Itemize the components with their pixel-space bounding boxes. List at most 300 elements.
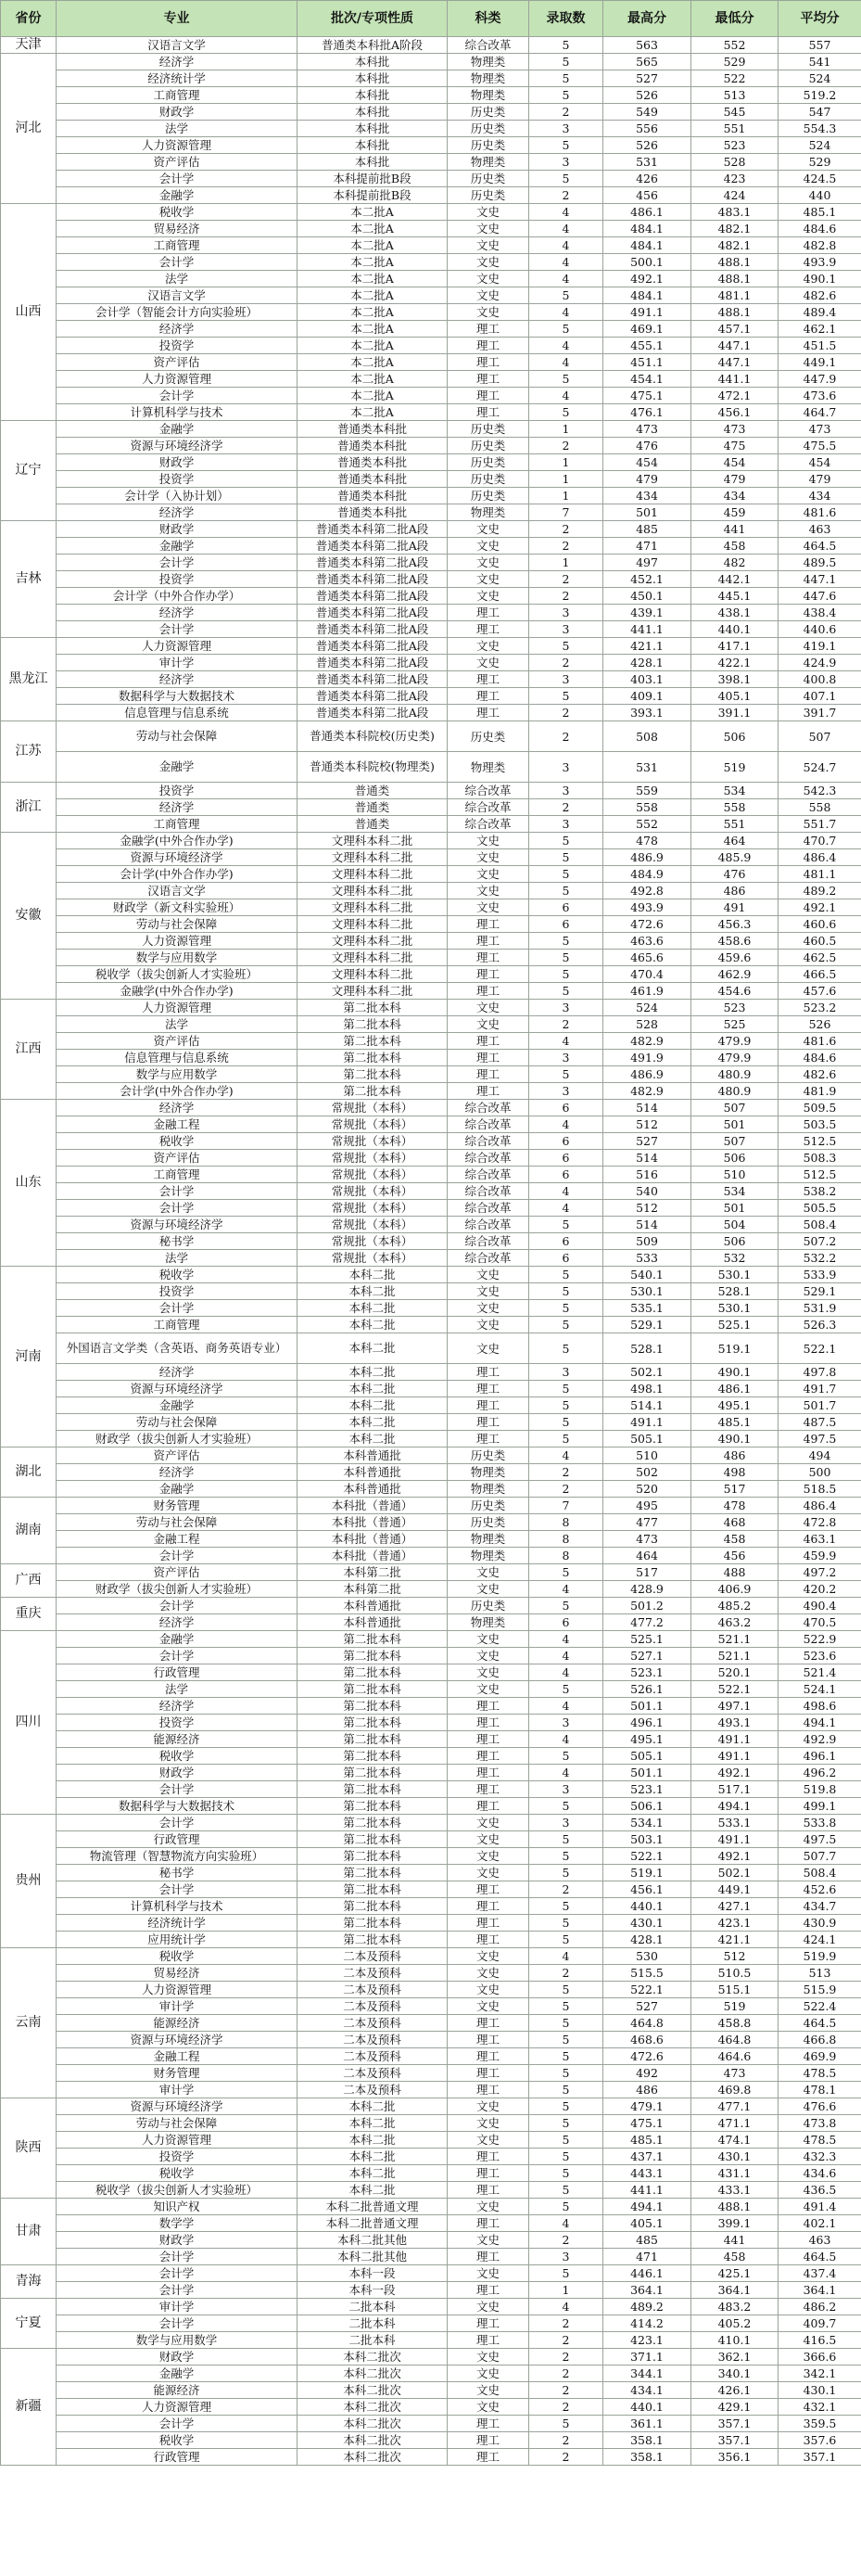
avg-score-cell: 491.7	[779, 1381, 861, 1397]
admitted-count-cell: 2	[529, 538, 603, 555]
max-score-cell: 361.1	[603, 2416, 691, 2432]
min-score-cell: 459	[691, 504, 779, 521]
admitted-count-cell: 4	[529, 388, 603, 404]
admitted-count-cell: 6	[529, 1614, 603, 1631]
major-cell: 审计学	[57, 1998, 298, 2015]
batch-cell: 第二批本科	[298, 1915, 448, 1932]
min-score-cell: 454	[691, 454, 779, 471]
min-score-cell: 528	[691, 154, 779, 171]
header-batch: 批次/专项性质	[298, 1, 448, 37]
table-row	[1, 1100, 861, 1116]
max-score-cell: 450.1	[603, 588, 691, 605]
avg-score-cell: 485.1	[779, 204, 861, 221]
admitted-count-cell: 2	[529, 2349, 603, 2366]
avg-score-cell: 452.6	[779, 1881, 861, 1898]
major-cell: 经济统计学	[57, 70, 298, 87]
table-row	[1, 2399, 861, 2416]
min-score-cell: 477.1	[691, 2098, 779, 2115]
batch-cell: 普通类	[298, 816, 448, 833]
admitted-count-cell: 4	[529, 1948, 603, 1965]
category-cell: 文史	[448, 849, 529, 866]
min-score-cell: 488.1	[691, 254, 779, 271]
category-cell: 文史	[448, 866, 529, 883]
admitted-count-cell: 2	[529, 1881, 603, 1898]
max-score-cell: 527	[603, 70, 691, 87]
min-score-cell: 534	[691, 783, 779, 799]
table-row	[1, 1066, 861, 1083]
max-score-cell: 492	[603, 2065, 691, 2082]
batch-cell: 普通类本科第二批A段	[298, 538, 448, 555]
major-cell: 经济学	[57, 504, 298, 521]
admitted-count-cell: 6	[529, 1250, 603, 1267]
max-score-cell: 527	[603, 1133, 691, 1150]
category-cell: 历史类	[448, 1598, 529, 1614]
max-score-cell: 476.1	[603, 404, 691, 421]
batch-cell: 二本及预科	[298, 1948, 448, 1965]
avg-score-cell: 481.6	[779, 504, 861, 521]
min-score-cell: 478	[691, 1498, 779, 1514]
category-cell: 理工	[448, 2432, 529, 2449]
min-score-cell: 427.1	[691, 1898, 779, 1915]
table-row	[1, 2015, 861, 2032]
min-score-cell: 510	[691, 1167, 779, 1183]
min-score-cell: 406.9	[691, 1581, 779, 1598]
avg-score-cell: 402.1	[779, 2215, 861, 2232]
category-cell: 文史	[448, 304, 529, 321]
batch-cell: 二本及预科	[298, 2082, 448, 2098]
admitted-count-cell: 5	[529, 2098, 603, 2115]
admitted-count-cell: 5	[529, 1898, 603, 1915]
category-cell: 理工	[448, 1765, 529, 1781]
major-cell: 工商管理	[57, 1167, 298, 1183]
admitted-count-cell: 5	[529, 87, 603, 104]
table-row	[1, 1648, 861, 1664]
category-cell: 理工	[448, 2315, 529, 2332]
max-score-cell: 520	[603, 1481, 691, 1498]
max-score-cell: 451.1	[603, 354, 691, 371]
category-cell: 历史类	[448, 471, 529, 488]
avg-score-cell: 473.6	[779, 388, 861, 404]
avg-score-cell: 503.5	[779, 1116, 861, 1133]
max-score-cell: 528.1	[603, 1333, 691, 1364]
batch-cell: 本科批	[298, 154, 448, 171]
batch-cell: 本科二批其他	[298, 2232, 448, 2249]
avg-score-cell: 497.2	[779, 1564, 861, 1581]
max-score-cell: 477	[603, 1514, 691, 1531]
category-cell: 理工	[448, 2015, 529, 2032]
admitted-count-cell: 6	[529, 1167, 603, 1183]
province-cell: 陕西	[1, 2098, 57, 2199]
batch-cell: 第二批本科	[298, 1016, 448, 1033]
avg-score-cell: 484.6	[779, 1050, 861, 1066]
admitted-count-cell: 5	[529, 1283, 603, 1300]
min-score-cell: 405.1	[691, 688, 779, 705]
major-cell: 会计学	[57, 2416, 298, 2432]
admitted-count-cell: 2	[529, 2382, 603, 2399]
major-cell: 会计学	[57, 1781, 298, 1798]
category-cell: 理工	[448, 950, 529, 966]
admitted-count-cell: 6	[529, 1233, 603, 1250]
table-row	[1, 1948, 861, 1965]
category-cell: 综合改革	[448, 1250, 529, 1267]
batch-cell: 二本及预科	[298, 1982, 448, 1998]
category-cell: 文史	[448, 899, 529, 916]
table-row	[1, 966, 861, 983]
category-cell: 理工	[448, 2416, 529, 2432]
min-score-cell: 447.1	[691, 338, 779, 354]
major-cell: 经济学	[57, 321, 298, 338]
avg-score-cell: 409.7	[779, 2315, 861, 2332]
category-cell: 综合改革	[448, 1150, 529, 1167]
table-row	[1, 204, 861, 221]
batch-cell: 第二批本科	[298, 1033, 448, 1050]
max-score-cell: 501.1	[603, 1765, 691, 1781]
min-score-cell: 532	[691, 1250, 779, 1267]
table-row	[1, 655, 861, 671]
batch-cell: 第二批本科	[298, 1881, 448, 1898]
major-cell: 会计学	[57, 2282, 298, 2299]
avg-score-cell: 491.4	[779, 2199, 861, 2215]
batch-cell: 第二批本科	[298, 1731, 448, 1748]
avg-score-cell: 476.6	[779, 2098, 861, 2115]
major-cell: 人力资源管理	[57, 2132, 298, 2149]
batch-cell: 本科批（普通）	[298, 1498, 448, 1514]
min-score-cell: 464	[691, 833, 779, 849]
batch-cell: 普通类本科批	[298, 504, 448, 521]
max-score-cell: 475.1	[603, 2115, 691, 2132]
major-cell: 金融学(中外合作办学)	[57, 983, 298, 1000]
max-score-cell: 497	[603, 555, 691, 571]
major-cell: 财政学	[57, 1765, 298, 1781]
table-row	[1, 1431, 861, 1447]
batch-cell: 普通类本科批	[298, 471, 448, 488]
batch-cell: 本科第二批	[298, 1581, 448, 1598]
admitted-count-cell: 2	[529, 1481, 603, 1498]
avg-score-cell: 529.1	[779, 1283, 861, 1300]
category-cell: 理工	[448, 1381, 529, 1397]
min-score-cell: 498	[691, 1464, 779, 1481]
max-score-cell: 456	[603, 187, 691, 204]
category-cell: 理工	[448, 1397, 529, 1414]
avg-score-cell: 464.5	[779, 2015, 861, 2032]
max-score-cell: 559	[603, 783, 691, 799]
avg-score-cell: 407.1	[779, 688, 861, 705]
category-cell: 理工	[448, 2082, 529, 2098]
avg-score-cell: 508.4	[779, 1865, 861, 1881]
batch-cell: 第二批本科	[298, 1815, 448, 1831]
table-row	[1, 1982, 861, 1998]
province-cell: 贵州	[1, 1815, 57, 1948]
major-cell: 会计学（入协计划）	[57, 488, 298, 504]
avg-score-cell: 509.5	[779, 1100, 861, 1116]
category-cell: 文史	[448, 1848, 529, 1865]
major-cell: 财政学	[57, 104, 298, 121]
min-score-cell: 482.1	[691, 237, 779, 254]
admitted-count-cell: 6	[529, 899, 603, 916]
admitted-count-cell: 4	[529, 1648, 603, 1664]
avg-score-cell: 490.1	[779, 271, 861, 287]
max-score-cell: 434	[603, 488, 691, 504]
avg-score-cell: 481.1	[779, 866, 861, 883]
table-row	[1, 671, 861, 688]
batch-cell: 本二批A	[298, 254, 448, 271]
min-score-cell: 523	[691, 137, 779, 154]
batch-cell: 第二批本科	[298, 1831, 448, 1848]
major-cell: 财政学	[57, 2232, 298, 2249]
admitted-count-cell: 5	[529, 404, 603, 421]
avg-score-cell: 457.6	[779, 983, 861, 1000]
max-score-cell: 405.1	[603, 2215, 691, 2232]
major-cell: 行政管理	[57, 2449, 298, 2466]
table-row	[1, 1250, 861, 1267]
table-row	[1, 1150, 861, 1167]
max-score-cell: 441.1	[603, 2182, 691, 2199]
table-row	[1, 1881, 861, 1898]
admitted-count-cell: 5	[529, 638, 603, 655]
admitted-count-cell: 4	[529, 271, 603, 287]
min-score-cell: 464.8	[691, 2032, 779, 2048]
category-cell: 文史	[448, 271, 529, 287]
max-score-cell: 491.1	[603, 1414, 691, 1431]
major-cell: 经济学	[57, 1464, 298, 1481]
batch-cell: 普通类本科批	[298, 438, 448, 454]
batch-cell: 二本及预科	[298, 1965, 448, 1982]
category-cell: 文史	[448, 1016, 529, 1033]
admitted-count-cell: 2	[529, 799, 603, 816]
table-row	[1, 2315, 861, 2332]
admitted-count-cell: 5	[529, 2082, 603, 2098]
major-cell: 经济统计学	[57, 1915, 298, 1932]
avg-score-cell: 463.1	[779, 1531, 861, 1548]
min-score-cell: 525.1	[691, 1317, 779, 1333]
batch-cell: 普通类本科第二批A段	[298, 521, 448, 538]
table-row	[1, 638, 861, 655]
min-score-cell: 486	[691, 883, 779, 899]
header-admitted-count: 录取数	[529, 1, 603, 37]
batch-cell: 普通类本科第二批A段	[298, 705, 448, 721]
max-score-cell: 489.2	[603, 2299, 691, 2315]
max-score-cell: 473	[603, 1531, 691, 1548]
max-score-cell: 512	[603, 1116, 691, 1133]
table-row	[1, 2382, 861, 2399]
province-cell: 新疆	[1, 2349, 57, 2466]
category-cell: 综合改革	[448, 1183, 529, 1200]
major-cell: 资产评估	[57, 1150, 298, 1167]
min-score-cell: 463.2	[691, 1614, 779, 1631]
admitted-count-cell: 2	[529, 1965, 603, 1982]
max-score-cell: 470.4	[603, 966, 691, 983]
table-row	[1, 1381, 861, 1397]
category-cell: 理工	[448, 2149, 529, 2165]
major-cell: 数据科学与大数据技术	[57, 1798, 298, 1815]
max-score-cell: 517	[603, 1564, 691, 1581]
table-row	[1, 1498, 861, 1514]
max-score-cell: 464	[603, 1548, 691, 1564]
avg-score-cell: 484.6	[779, 221, 861, 237]
table-row	[1, 488, 861, 504]
table-row	[1, 1548, 861, 1564]
avg-score-cell: 416.5	[779, 2332, 861, 2349]
avg-score-cell: 424.9	[779, 655, 861, 671]
min-score-cell: 445.1	[691, 588, 779, 605]
max-score-cell: 358.1	[603, 2432, 691, 2449]
table-row	[1, 471, 861, 488]
admitted-count-cell: 5	[529, 1317, 603, 1333]
category-cell: 理工	[448, 321, 529, 338]
major-cell: 会计学	[57, 254, 298, 271]
table-row	[1, 1133, 861, 1150]
category-cell: 文史	[448, 2366, 529, 2382]
province-cell: 重庆	[1, 1598, 57, 1631]
admitted-count-cell: 4	[529, 237, 603, 254]
major-cell: 审计学	[57, 655, 298, 671]
batch-cell: 本二批A	[298, 321, 448, 338]
admitted-count-cell: 5	[529, 371, 603, 388]
category-cell: 物理类	[448, 1481, 529, 1498]
avg-score-cell: 424.5	[779, 171, 861, 187]
avg-score-cell: 470.5	[779, 1614, 861, 1631]
admitted-count-cell: 5	[529, 883, 603, 899]
table-row	[1, 1781, 861, 1798]
table-row	[1, 2199, 861, 2215]
max-score-cell: 455.1	[603, 338, 691, 354]
batch-cell: 第二批本科	[298, 1798, 448, 1815]
min-score-cell: 528.1	[691, 1283, 779, 1300]
batch-cell: 本二批A	[298, 221, 448, 237]
admitted-count-cell: 5	[529, 1798, 603, 1815]
header-min-score: 最低分	[691, 1, 779, 37]
min-score-cell: 442.1	[691, 571, 779, 588]
major-cell: 会计学	[57, 2249, 298, 2265]
batch-cell: 本科批	[298, 137, 448, 154]
province-cell: 青海	[1, 2265, 57, 2299]
avg-score-cell: 554.3	[779, 121, 861, 137]
max-score-cell: 515.5	[603, 1965, 691, 1982]
min-score-cell: 495.1	[691, 1397, 779, 1414]
batch-cell: 文理科本科二批	[298, 833, 448, 849]
category-cell: 文史	[448, 1581, 529, 1598]
admitted-count-cell: 2	[529, 2366, 603, 2382]
category-cell: 理工	[448, 1066, 529, 1083]
batch-cell: 第二批本科	[298, 1083, 448, 1100]
batch-cell: 本二批A	[298, 287, 448, 304]
admitted-count-cell: 5	[529, 1300, 603, 1317]
min-score-cell: 398.1	[691, 671, 779, 688]
min-score-cell: 486.1	[691, 1381, 779, 1397]
category-cell: 文史	[448, 2232, 529, 2249]
table-row	[1, 404, 861, 421]
category-cell: 理工	[448, 705, 529, 721]
admitted-count-cell: 3	[529, 605, 603, 621]
min-score-cell: 525	[691, 1016, 779, 1033]
max-score-cell: 446.1	[603, 2265, 691, 2282]
batch-cell: 本科二批	[298, 1300, 448, 1317]
max-score-cell: 526	[603, 87, 691, 104]
table-row	[1, 1731, 861, 1748]
max-score-cell: 440.1	[603, 2399, 691, 2416]
admitted-count-cell: 1	[529, 454, 603, 471]
min-score-cell: 458	[691, 1531, 779, 1548]
avg-score-cell: 531.9	[779, 1300, 861, 1317]
max-score-cell: 522.1	[603, 1848, 691, 1865]
category-cell: 理工	[448, 1050, 529, 1066]
admitted-count-cell: 3	[529, 1781, 603, 1798]
major-cell: 投资学	[57, 338, 298, 354]
major-cell: 知识产权	[57, 2199, 298, 2215]
avg-score-cell: 473	[779, 421, 861, 438]
batch-cell: 二本及预科	[298, 2015, 448, 2032]
batch-cell: 普通类本科批	[298, 454, 448, 471]
min-score-cell: 488	[691, 1564, 779, 1581]
min-score-cell: 517.1	[691, 1781, 779, 1798]
table-row	[1, 1016, 861, 1033]
avg-score-cell: 357.6	[779, 2432, 861, 2449]
table-row	[1, 1447, 861, 1464]
admitted-count-cell: 3	[529, 1815, 603, 1831]
table-row	[1, 1414, 861, 1431]
major-cell: 秘书学	[57, 1233, 298, 1250]
province-cell: 云南	[1, 1948, 57, 2098]
category-cell: 文史	[448, 1815, 529, 1831]
category-cell: 理工	[448, 388, 529, 404]
max-score-cell: 514.1	[603, 1397, 691, 1414]
avg-score-cell: 464.7	[779, 404, 861, 421]
category-cell: 文史	[448, 1631, 529, 1648]
major-cell: 汉语言文学	[57, 883, 298, 899]
admitted-count-cell: 2	[529, 571, 603, 588]
max-score-cell: 556	[603, 121, 691, 137]
batch-cell: 本科二批次	[298, 2432, 448, 2449]
avg-score-cell: 557	[779, 37, 861, 54]
major-cell: 行政管理	[57, 1664, 298, 1681]
min-score-cell: 480.9	[691, 1083, 779, 1100]
max-score-cell: 468.6	[603, 2032, 691, 2048]
admitted-count-cell: 5	[529, 1217, 603, 1233]
table-row	[1, 237, 861, 254]
min-score-cell: 424	[691, 187, 779, 204]
min-score-cell: 504	[691, 1217, 779, 1233]
max-score-cell: 428.9	[603, 1581, 691, 1598]
admitted-count-cell: 2	[529, 2232, 603, 2249]
avg-score-cell: 501.7	[779, 1397, 861, 1414]
batch-cell: 本科批	[298, 104, 448, 121]
batch-cell: 文理科本科二批	[298, 933, 448, 950]
admitted-count-cell: 2	[529, 705, 603, 721]
max-score-cell: 476	[603, 438, 691, 454]
category-cell: 物理类	[448, 1614, 529, 1631]
major-cell: 金融学(中外合作办学)	[57, 833, 298, 849]
max-score-cell: 498.1	[603, 1381, 691, 1397]
max-score-cell: 514	[603, 1100, 691, 1116]
category-cell: 理工	[448, 688, 529, 705]
max-score-cell: 477.2	[603, 1614, 691, 1631]
admitted-count-cell: 4	[529, 1664, 603, 1681]
avg-score-cell: 492.9	[779, 1731, 861, 1748]
batch-cell: 第二批本科	[298, 1050, 448, 1066]
admitted-count-cell: 5	[529, 37, 603, 54]
avg-score-cell: 489.2	[779, 883, 861, 899]
min-score-cell: 464.6	[691, 2048, 779, 2065]
category-cell: 理工	[448, 621, 529, 638]
batch-cell: 第二批本科	[298, 1648, 448, 1664]
major-cell: 会计学	[57, 171, 298, 187]
batch-cell: 第二批本科	[298, 1898, 448, 1915]
max-score-cell: 403.1	[603, 671, 691, 688]
min-score-cell: 521.1	[691, 1648, 779, 1664]
major-cell: 金融学	[57, 538, 298, 555]
category-cell: 理工	[448, 916, 529, 933]
admitted-count-cell: 3	[529, 816, 603, 833]
